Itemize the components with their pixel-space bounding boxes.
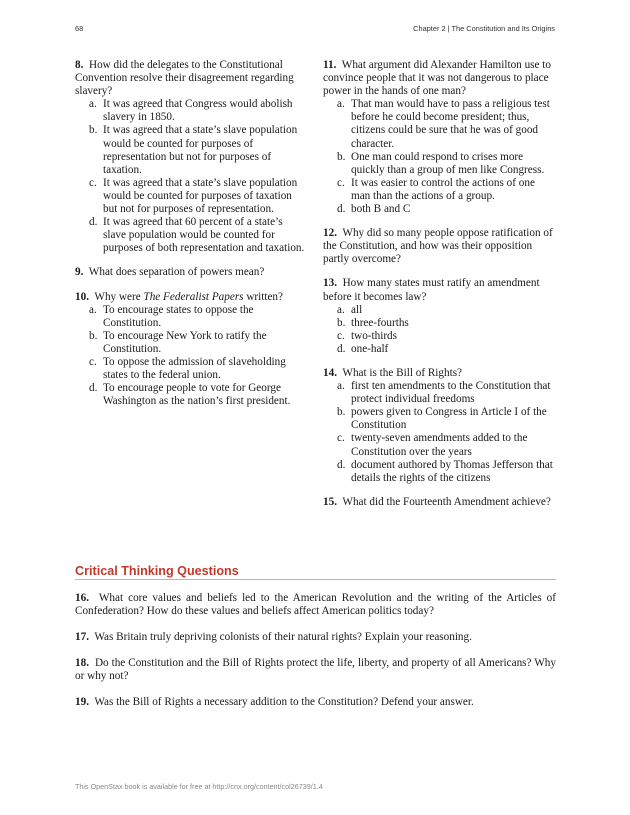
question-text — [323, 277, 555, 303]
question-text — [75, 59, 307, 98]
option-text: powers given to Congress in Article I of the Constitution — [351, 406, 547, 432]
option-text: It was agreed that 60 percent of a state’s slave population would be counted for purposes of both representation and taxation. — [103, 216, 305, 255]
question-stem: What argument did Alexander Hamilton use to convince people that it was not dangerous to place power in the hands of one man? — [323, 59, 551, 98]
question-number: 17. — [75, 631, 89, 644]
option-text: It was easier to control the actions of one man than the actions of a group. — [351, 176, 535, 202]
answer-option — [75, 330, 307, 356]
answer-option — [323, 432, 555, 458]
answer-options — [75, 304, 307, 409]
answer-option — [323, 98, 555, 150]
question-15 — [323, 496, 555, 509]
option-letter: c. — [337, 329, 345, 342]
answer-option — [75, 177, 307, 216]
option-letter: a. — [337, 98, 345, 111]
option-letter: d. — [89, 382, 98, 395]
answer-option — [323, 380, 555, 406]
question-text — [323, 496, 555, 509]
answer-options — [323, 98, 555, 216]
answer-options — [75, 98, 307, 255]
question-stem: How many states must ratify an amendment before it becomes law? — [323, 277, 540, 303]
answer-option — [75, 124, 307, 176]
question-text — [323, 59, 555, 98]
option-letter: d. — [337, 458, 346, 471]
question-stem-end: written? — [243, 290, 283, 303]
option-text: all — [351, 303, 363, 316]
option-text: To encourage New York to ratify the Constitution. — [103, 329, 267, 355]
question-number: 14. — [323, 366, 337, 379]
question-number: 16. — [75, 592, 89, 604]
question-text — [323, 367, 555, 380]
option-letter: a. — [337, 380, 345, 393]
option-text: twenty-seven amendments added to the Constitution over the years — [351, 432, 528, 458]
option-letter: c. — [89, 355, 97, 368]
question-text — [75, 266, 307, 279]
question-number: 10. — [75, 290, 89, 303]
running-head: Chapter 2 | The Constitution and Its Origins — [413, 24, 555, 33]
option-letter: b. — [337, 406, 346, 419]
page-number: 68 — [75, 24, 84, 33]
option-letter: b. — [337, 316, 346, 329]
answer-option — [323, 330, 555, 343]
option-text: One man could respond to crises more quickly than a group of men like Congress. — [351, 150, 545, 176]
question-13 — [323, 277, 555, 356]
option-text: It was agreed that Congress would abolish slavery in 1850. — [103, 98, 293, 124]
answer-option — [75, 304, 307, 330]
question-10 — [75, 291, 307, 409]
question-stem: Do the Constitution and the Bill of Rights protect the life, liberty, and property of all Americans? Why or why not? — [75, 657, 556, 683]
question-stem-start: Why were — [94, 290, 144, 303]
section-divider — [75, 579, 556, 580]
question-stem: Why did so many people oppose ratification of the Constitution, and how was their opposition partly overcome? — [323, 227, 553, 266]
answer-options — [323, 304, 555, 356]
section-heading: Critical Thinking Questions — [75, 564, 239, 578]
option-letter: a. — [337, 303, 345, 316]
book-title: The Federalist Papers — [143, 290, 244, 303]
option-letter: d. — [337, 203, 346, 216]
question-number: 15. — [323, 495, 337, 508]
answer-option — [323, 459, 555, 485]
question-stem: What is the Bill of Rights? — [342, 366, 463, 379]
option-text: first ten amendments to the Constitution that protect individual freedoms — [351, 380, 551, 406]
answer-option — [323, 177, 555, 203]
question-stem: What did the Fourteenth Amendment achieve? — [342, 495, 551, 508]
question-9 — [75, 266, 307, 279]
question-stem: How did the delegates to the Constitutional Convention resolve their disagreement regarding slavery? — [75, 59, 294, 98]
page-footer: This OpenStax book is available for free at http://cnx.org/content/col26739/1.4 — [75, 782, 323, 791]
option-text: To encourage states to oppose the Constitution. — [103, 303, 254, 329]
question-number: 19. — [75, 696, 89, 709]
answer-option — [323, 343, 555, 356]
question-11 — [323, 59, 555, 216]
answer-options — [323, 380, 555, 485]
option-letter: a. — [89, 98, 97, 111]
question-number: 9. — [75, 266, 84, 279]
question-17 — [75, 631, 556, 644]
option-text: both B and C — [351, 203, 411, 216]
question-stem: What does separation of powers mean? — [88, 266, 265, 279]
right-column — [323, 59, 555, 520]
question-text — [323, 227, 555, 266]
question-18 — [75, 657, 556, 683]
question-8 — [75, 59, 307, 255]
question-stem: Was the Bill of Rights a necessary addition to the Constitution? Defend your answer. — [94, 696, 474, 709]
answer-option — [323, 317, 555, 330]
answer-option — [75, 382, 307, 408]
answer-option — [323, 151, 555, 177]
answer-option — [323, 304, 555, 317]
option-letter: c. — [337, 432, 345, 445]
option-text: To encourage people to vote for George Washington as the nation’s first president. — [103, 382, 291, 408]
question-number: 13. — [323, 277, 337, 290]
answer-option — [75, 356, 307, 382]
question-text — [75, 291, 307, 304]
option-letter: d. — [337, 342, 346, 355]
question-number: 8. — [75, 59, 84, 71]
question-number: 12. — [323, 227, 337, 240]
option-letter: d. — [89, 216, 98, 229]
option-text: one-half — [351, 342, 389, 355]
question-stem: Was Britain truly depriving colonists of their natural rights? Explain your reasoning. — [94, 631, 472, 644]
option-letter: c. — [89, 176, 97, 189]
question-number: 11. — [323, 59, 337, 71]
option-letter: b. — [89, 329, 98, 342]
option-letter: a. — [89, 303, 97, 316]
option-text: document authored by Thomas Jefferson that details the rights of the citizens — [351, 458, 553, 484]
option-text: three-fourths — [351, 316, 409, 329]
option-text: It was agreed that a state’s slave population would be counted for purposes of representation but not for purposes of taxation. — [103, 124, 298, 176]
question-14 — [323, 367, 555, 485]
option-letter: b. — [337, 150, 346, 163]
left-column — [75, 59, 307, 419]
option-letter: b. — [89, 124, 98, 137]
critical-thinking-questions — [75, 592, 556, 723]
answer-option — [75, 216, 307, 255]
question-16 — [75, 592, 556, 618]
question-stem: What core values and beliefs led to the American Revolution and the writing of the Articles of Confederation? How do these values and beliefs affect American politics today? — [75, 592, 556, 618]
option-text: That man would have to pass a religious test before he could become president; thus, citizens could be sure that he was of good character. — [351, 98, 550, 150]
question-19 — [75, 696, 556, 709]
option-text: It was agreed that a state’s slave population would be counted for purposes of taxation but not for purposes of representation. — [103, 176, 298, 216]
page-header — [75, 24, 555, 36]
option-text: To oppose the admission of slaveholding states to the federal union. — [103, 355, 286, 382]
question-number: 18. — [75, 657, 89, 670]
question-12 — [323, 227, 555, 266]
option-letter: c. — [337, 176, 345, 189]
answer-option — [75, 98, 307, 124]
option-text: two-thirds — [351, 329, 397, 342]
answer-option — [323, 203, 555, 216]
answer-option — [323, 406, 555, 432]
